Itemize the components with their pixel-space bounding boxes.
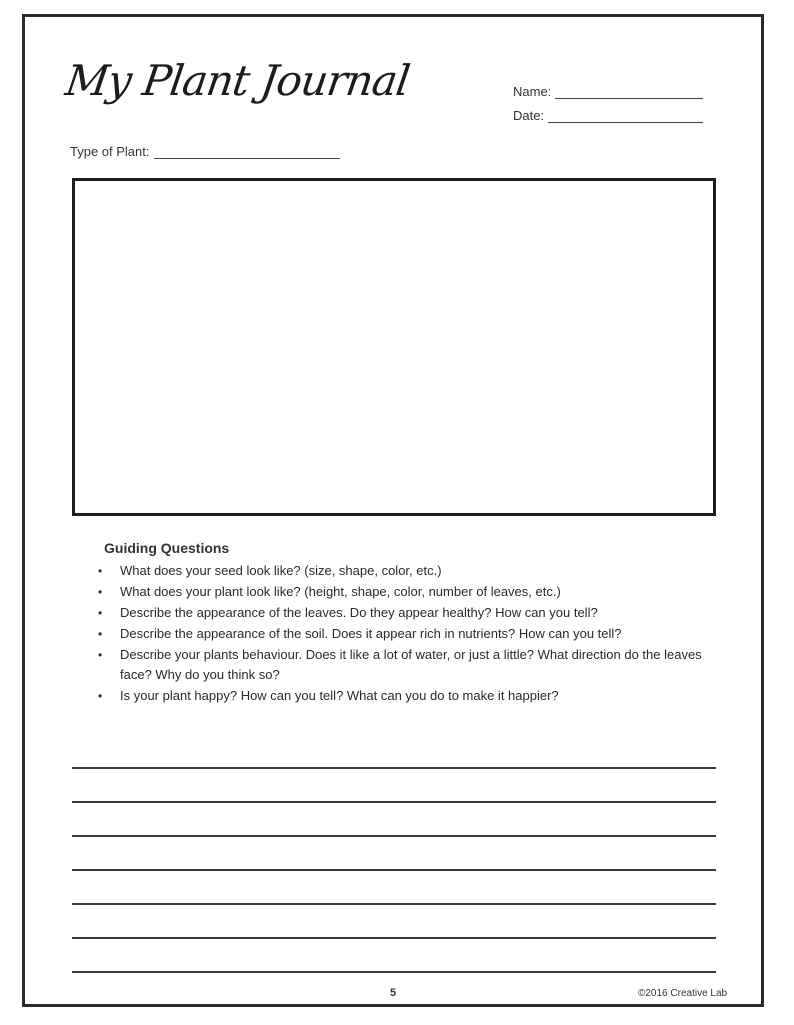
question-text: Is your plant happy? How can you tell? What can you do to make it happier? (120, 688, 559, 703)
question-text: Describe your plants behaviour. Does it like a lot of water, or just a little? What direction do the leaves face? Why do you think so? (120, 647, 702, 682)
list-item (96, 645, 706, 685)
question-text: What does your plant look like? (height, shape, color, number of leaves, etc.) (120, 584, 561, 599)
writing-line[interactable] (72, 903, 716, 937)
date-field-row (513, 108, 703, 123)
question-text: Describe the appearance of the soil. Does it appear rich in nutrients? How can you tell? (120, 626, 622, 641)
question-text: Describe the appearance of the leaves. Do they appear healthy? How can you tell? (120, 605, 598, 620)
writing-line[interactable] (72, 835, 716, 869)
list-item (96, 686, 706, 706)
drawing-box[interactable] (72, 178, 716, 516)
list-item (96, 624, 706, 644)
list-item (96, 582, 706, 602)
writing-line[interactable] (72, 937, 716, 971)
plant-type-label: Type of Plant: (70, 144, 150, 159)
list-item (96, 561, 706, 581)
writing-lines (72, 767, 716, 1005)
page-number: 5 (390, 987, 397, 999)
page-title: My Plant Journal (62, 56, 413, 105)
bullet-icon: • (98, 689, 103, 703)
guiding-questions-section (96, 540, 706, 707)
name-field-row (513, 84, 703, 99)
copyright-notice: ©2016 Creative Lab (638, 988, 728, 999)
bullet-icon: • (98, 627, 103, 641)
date-field[interactable] (548, 111, 703, 123)
guiding-questions-list (96, 561, 706, 706)
name-field[interactable] (555, 87, 703, 99)
bullet-icon: • (98, 585, 103, 599)
list-item (96, 603, 706, 623)
name-label: Name: (513, 84, 552, 99)
writing-line[interactable] (72, 869, 716, 903)
question-text: What does your seed look like? (size, shape, color, etc.) (120, 563, 442, 578)
plant-type-field-row (70, 144, 340, 159)
writing-line[interactable] (72, 767, 716, 801)
writing-line[interactable] (72, 801, 716, 835)
bullet-icon: • (98, 606, 103, 620)
plant-type-field[interactable] (154, 147, 340, 159)
guiding-questions-title: Guiding Questions (104, 540, 230, 556)
date-label: Date: (513, 108, 545, 123)
bullet-icon: • (98, 564, 103, 578)
bullet-icon: • (98, 648, 103, 662)
